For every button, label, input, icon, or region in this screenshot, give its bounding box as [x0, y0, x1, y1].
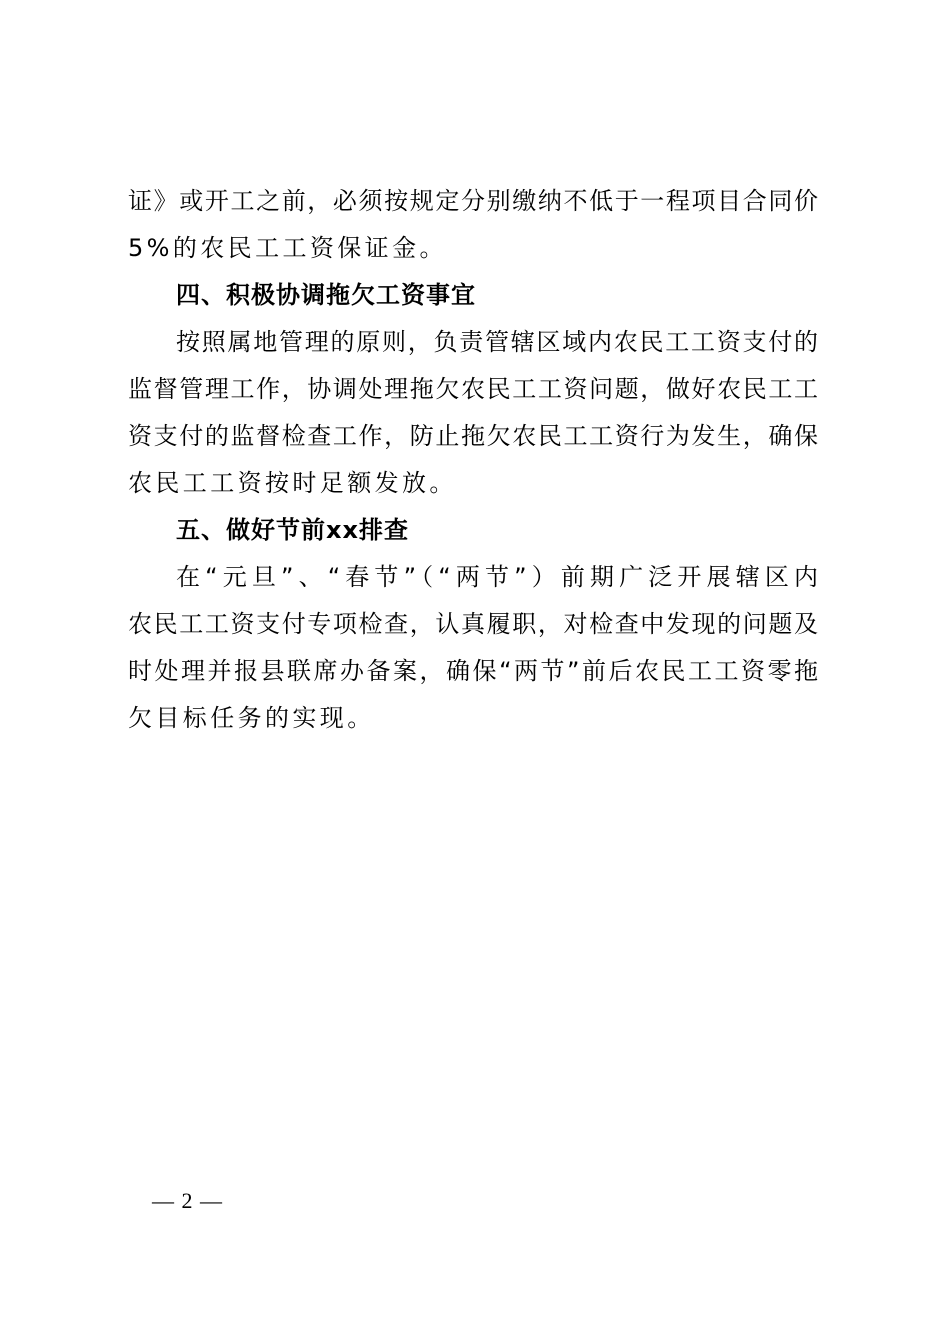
body-text-line: 欠目标任务的实现。	[128, 704, 375, 732]
body-text-line: 证》或开工之前，必须按规定分别缴纳不低于一程项目合同价	[128, 187, 818, 215]
body-text-line: 按照属地管理的原则，负责管辖区域内农民工工资支付的	[176, 328, 818, 356]
page-number: — 2 —	[152, 1188, 223, 1213]
document-body	[128, 178, 818, 742]
body-text-line: 时处理并报县联席办备案，确保“两节”前后农民工工资零拖	[128, 657, 818, 685]
section-heading-four: 四、积极协调拖欠工资事宜	[176, 281, 476, 309]
body-text-line: 在“元旦”、“春节”（“两节”）前期广泛开展辖区内	[176, 563, 818, 591]
section-heading-five: 五、做好节前xx排查	[176, 516, 409, 544]
body-text-line: 5%的农民工工资保证金。	[128, 234, 447, 262]
body-text-line: 农民工工资按时足额发放。	[128, 469, 457, 497]
body-text-line: 农民工工资支付专项检查，认真履职，对检查中发现的问题及	[128, 610, 818, 638]
body-text-line: 资支付的监督检查工作，防止拖欠农民工工资行为发生，确保	[128, 422, 818, 450]
body-text-line: 监督管理工作，协调处理拖欠农民工工资问题，做好农民工工	[128, 375, 818, 403]
